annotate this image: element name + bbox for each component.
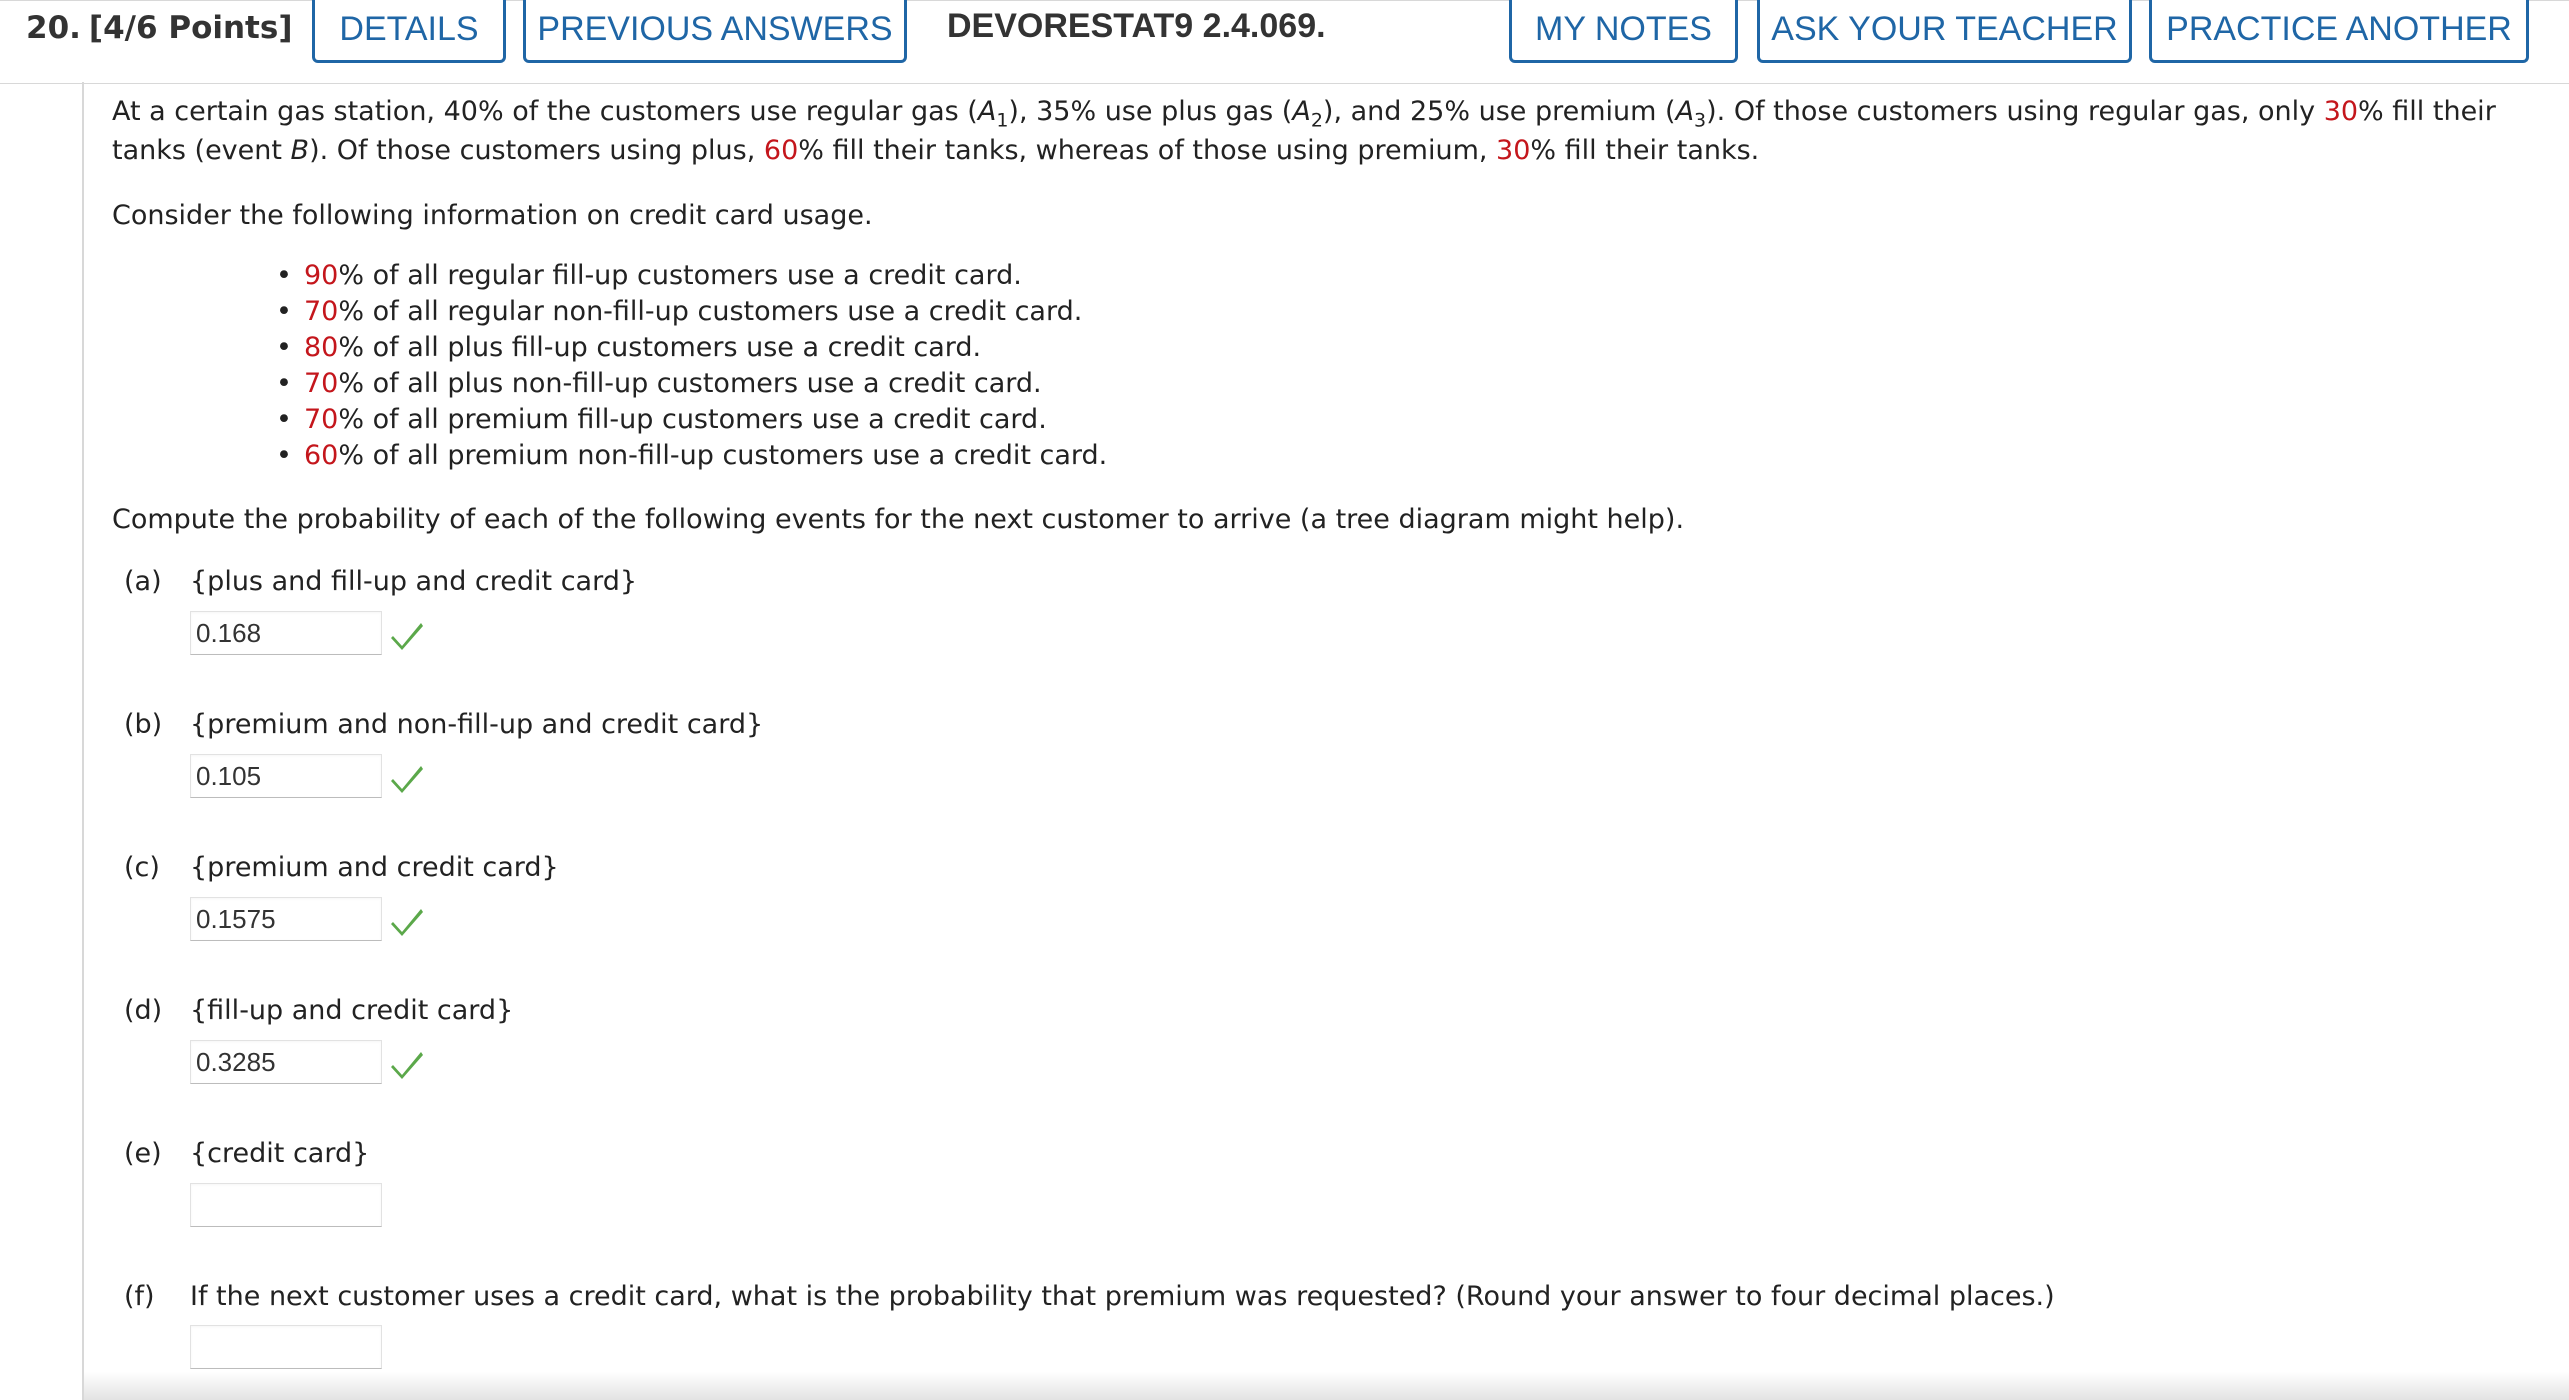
part-b-answer-input[interactable]: 0.105	[190, 754, 382, 798]
points-label: [4/6 Points]	[88, 10, 293, 46]
my-notes-button[interactable]: MY NOTES	[1509, 0, 1738, 63]
part-b-prompt: (b) {premium and non-fill-up and credit card}	[124, 709, 764, 740]
part-e-answer-input[interactable]	[190, 1183, 382, 1227]
part-d-prompt: (d) {fill-up and credit card}	[124, 995, 514, 1026]
compute-instructions: Compute the probability of each of the following events for the next customer to arrive (a tree diagram might help).	[112, 504, 1685, 535]
list-item: • 70% of all premium fill-up customers use a credit card.	[276, 402, 1107, 438]
problem-id: DEVORESTAT9 2.4.069.	[947, 7, 1326, 45]
part-a-prompt: (a) {plus and fill-up and credit card}	[124, 566, 638, 597]
list-item: • 80% of all plus fill-up customers use a credit card.	[276, 330, 1107, 366]
part-f-prompt: (f) If the next customer uses a credit card, what is the probability that premium was requested? (Round your answer to four decimal places.)	[124, 1281, 2055, 1312]
list-item: • 60% of all premium non-fill-up customers use a credit card.	[276, 438, 1107, 474]
part-d-answer-input[interactable]: 0.3285	[190, 1040, 382, 1084]
credit-intro: Consider the following information on credit card usage.	[112, 200, 873, 231]
question-number	[26, 10, 293, 46]
question-header	[0, 0, 2569, 84]
list-item: • 70% of all regular non-fill-up customers use a credit card.	[276, 294, 1107, 330]
previous-answers-button[interactable]: PREVIOUS ANSWERS	[523, 0, 907, 63]
part-f-answer-input[interactable]	[190, 1325, 382, 1369]
part-e-prompt: (e) {credit card}	[124, 1138, 370, 1169]
part-c-prompt: (c) {premium and credit card}	[124, 852, 559, 883]
question-number-text: 20.	[26, 10, 81, 46]
credit-card-list	[276, 258, 1107, 474]
check-icon	[390, 619, 424, 651]
bottom-shade	[84, 1372, 2569, 1400]
check-icon	[390, 905, 424, 937]
details-button[interactable]: DETAILS	[312, 0, 506, 63]
list-item: • 90% of all regular fill-up customers use a credit card.	[276, 258, 1107, 294]
part-a-answer-input[interactable]: 0.168	[190, 611, 382, 655]
check-icon	[390, 1048, 424, 1080]
content-left-border	[82, 82, 84, 1400]
part-c-answer-input[interactable]: 0.1575	[190, 897, 382, 941]
list-item: • 70% of all plus non-fill-up customers use a credit card.	[276, 366, 1107, 402]
problem-intro: At a certain gas station, 40% of the customers use regular gas $(A_1)$, 35% use plus gas $(A_2)$, and 25% use premium $(A_3)$. Of those customers using regular gas, only 30% fill their tanks (event B). Of those customers using plus, 60% fill their tanks, whereas of those using premium, 30% fill their tanks.	[112, 96, 2496, 166]
ask-teacher-button[interactable]: ASK YOUR TEACHER	[1757, 0, 2132, 63]
practice-another-button[interactable]: PRACTICE ANOTHER	[2149, 0, 2529, 63]
check-icon	[390, 762, 424, 794]
